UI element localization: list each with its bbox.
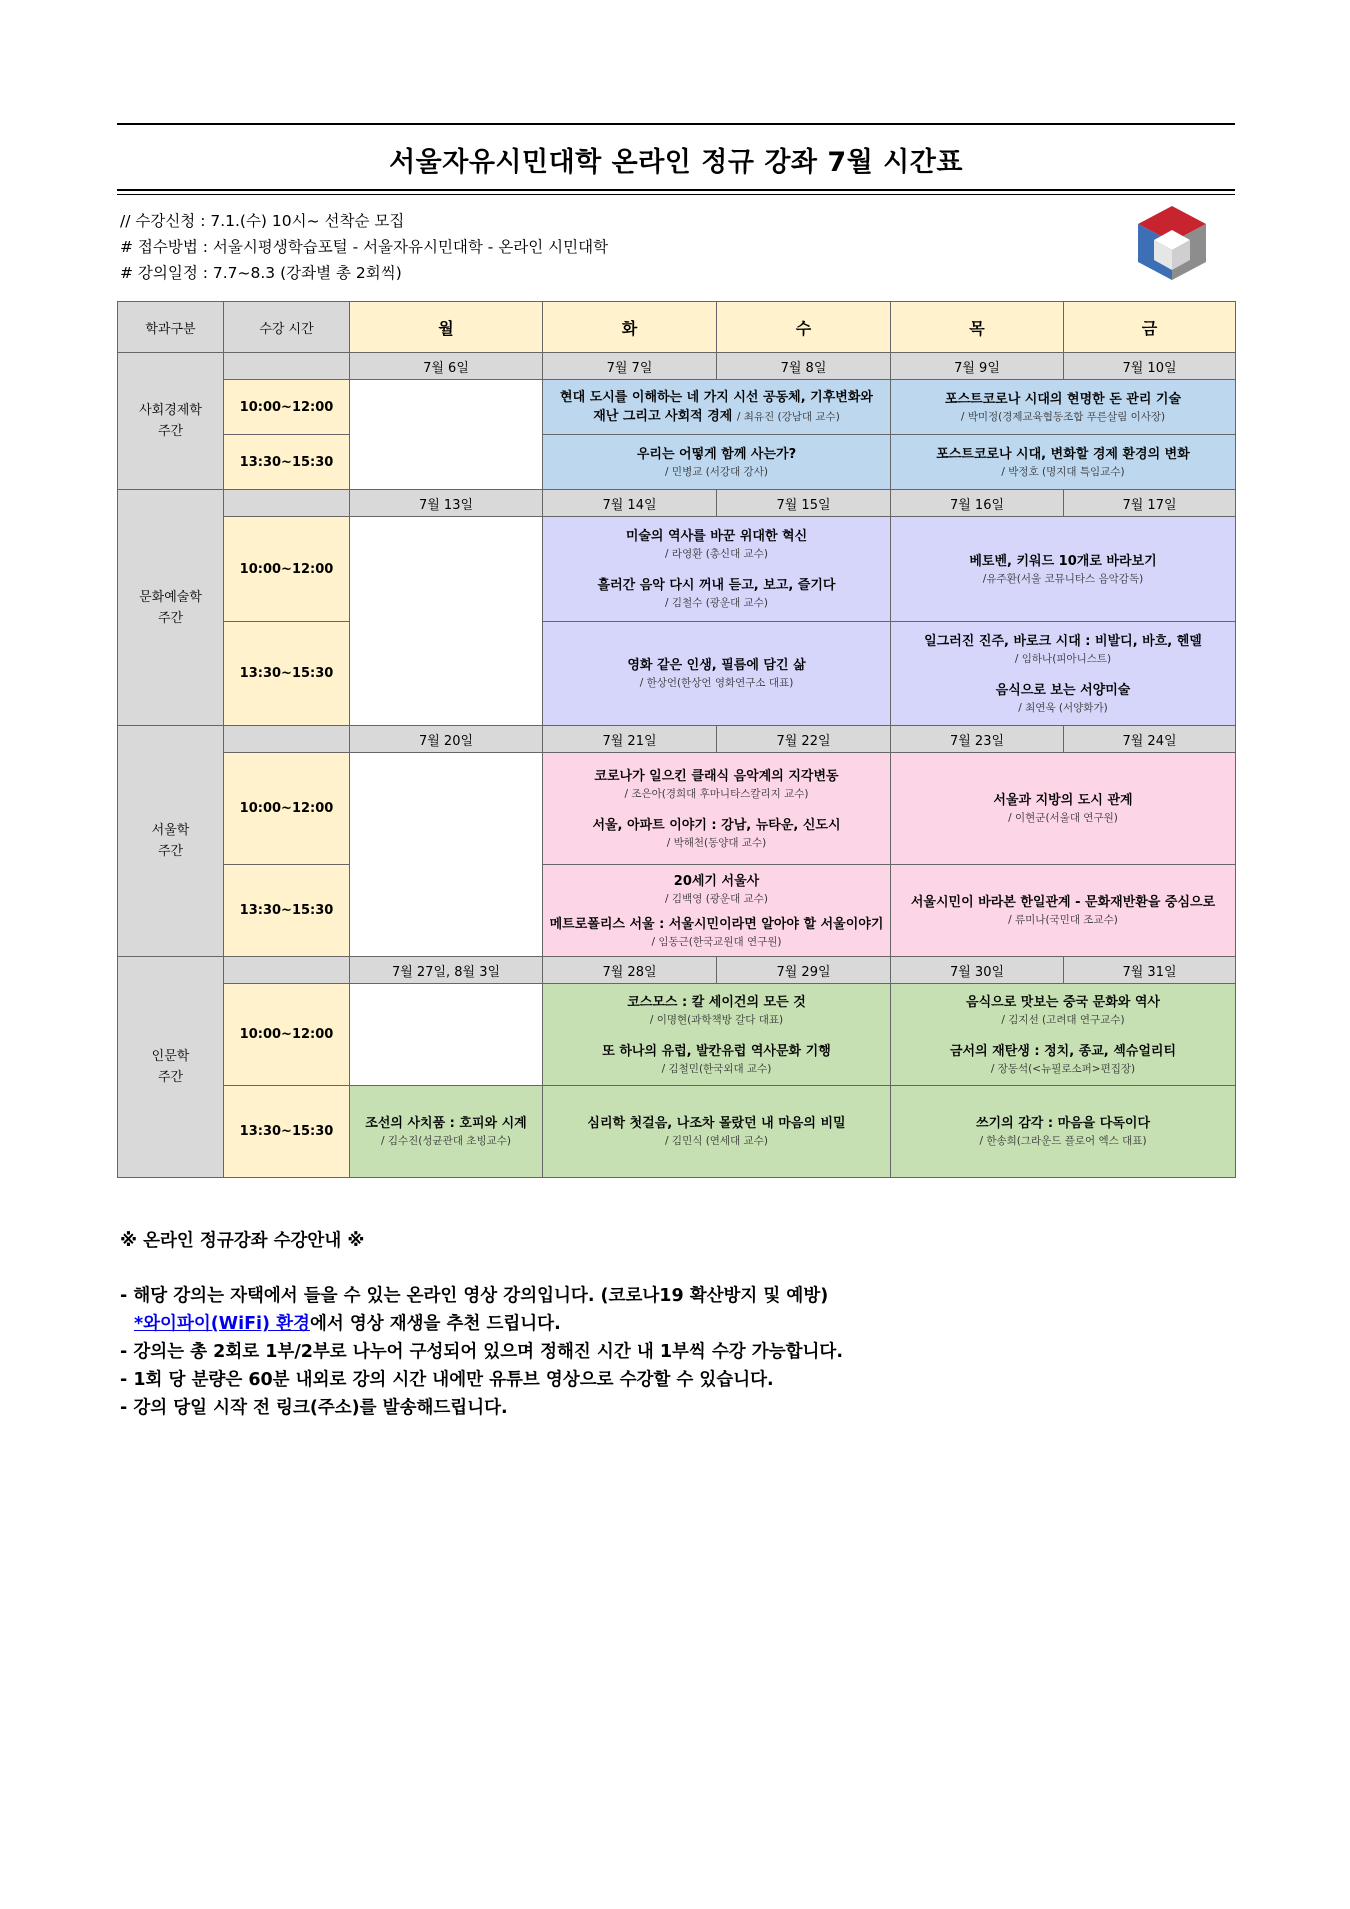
- notice-line5: - 강의 당일 시작 전 링크(주소)를 발송해드립니다.: [120, 1398, 508, 1418]
- header-thu: 목: [891, 302, 1064, 353]
- info-registration: // 수강신청 : 7.1.(수) 10시~ 선착순 모집: [120, 212, 405, 230]
- week2-am-row: [118, 517, 1236, 622]
- week3-mon-empty: [350, 753, 543, 957]
- week2-date-wed: 7월 15일: [717, 490, 891, 517]
- week4-pm-time: 13:30~15:30: [224, 1086, 350, 1178]
- week3-date-fri: 7월 24일: [1064, 726, 1236, 753]
- week2-pm-row: [118, 622, 1236, 726]
- week1-tuewed-am-lecture: 현대 도시를 이해하는 네 가지 시선 공동체, 기후변화와 재난 그리고 사회적 경제 / 최유진 (강남대 교수): [543, 380, 891, 435]
- week4-date-tue: 7월 28일: [543, 957, 717, 984]
- week4-mon-pm-lecture: 조선의 사치품 : 호피와 시계 / 김수진(성균관대 초빙교수): [350, 1086, 543, 1178]
- week3-tuewed-pm-lecture: 20세기 서울사 / 김백영 (광운대 교수) 메트로폴리스 서울 : 서울시민이라면 알아야 할 서울이야기 / 임동근(한국교원대 연구원): [543, 865, 891, 957]
- week1-am-row: [118, 380, 1236, 435]
- week2-thufri-pm-lecture: 일그러진 진주, 바로크 시대 : 비발디, 바흐, 헨델 / 임하나(피아니스트) 음식으로 보는 서양미술 / 최연욱 (서양화가): [891, 622, 1236, 726]
- week2-dept: 문화예술학 주간: [118, 490, 224, 726]
- week3-date-mon: 7월 20일: [350, 726, 543, 753]
- week3-am-row: [118, 753, 1236, 865]
- week1-date-wed: 7월 8일: [717, 353, 891, 380]
- week3-pm-row: [118, 865, 1236, 957]
- week4-date-fri: 7월 31일: [1064, 957, 1236, 984]
- week2-tuewed-am-lecture: 미술의 역사를 바꾼 위대한 혁신 / 라영환 (총신대 교수) 흘러간 음악 다시 꺼내 듣고, 보고, 즐기다 / 김철수 (광운대 교수): [543, 517, 891, 622]
- notice-line1: - 해당 강의는 자택에서 들을 수 있는 온라인 영상 강의입니다. (코로나19 확산방지 및 예방): [120, 1286, 829, 1306]
- week3-dept: 서울학 주간: [118, 726, 224, 957]
- week4-date-row: [118, 957, 1236, 984]
- week3-tuewed-am-lecture: 코로나가 일으킨 클래식 음악계의 지각변동 / 조은아(경희대 후마니타스칼리지 교수) 서울, 아파트 이야기 : 강남, 뉴타운, 신도시 / 박해천(동양대 교수): [543, 753, 891, 865]
- timetable: [117, 301, 1236, 1178]
- week3-thufri-pm-lecture: 서울시민이 바라본 한일관계 - 문화재반환을 중심으로 / 류미나(국민대 조교수): [891, 865, 1236, 957]
- header-wed: 수: [717, 302, 891, 353]
- week4-pm-row: [118, 1086, 1236, 1178]
- week4-thufri-am-lecture: 음식으로 맛보는 중국 문화와 역사 / 김지선 (고려대 연구교수) 금서의 재탄생 : 정치, 종교, 섹슈얼리티 / 장동석(<뉴필로소퍼>편집장): [891, 984, 1236, 1086]
- header-mon: 월: [350, 302, 543, 353]
- week1-date-row: [118, 353, 1236, 380]
- header-dept: 학과구분: [118, 302, 224, 353]
- week1-date-thu: 7월 9일: [891, 353, 1064, 380]
- week2-date-mon: 7월 13일: [350, 490, 543, 517]
- week3-date-wed: 7월 22일: [717, 726, 891, 753]
- notice-heading: ※ 온라인 정규강좌 수강안내 ※: [120, 1231, 365, 1251]
- week1-date-mon: 7월 6일: [350, 353, 543, 380]
- notice-line4: - 1회 당 분량은 60분 내외로 강의 시간 내에만 유튜브 영상으로 수강할 수 있습니다.: [120, 1370, 774, 1390]
- info-method: # 접수방법 : 서울시평생학습포털 - 서울자유시민대학 - 온라인 시민대학: [120, 238, 609, 256]
- week3-date-tue: 7월 21일: [543, 726, 717, 753]
- week1-mon-empty: [350, 380, 543, 490]
- notice-line3: - 강의는 총 2회로 1부/2부로 나누어 구성되어 있으며 정해진 시간 내 1부씩 수강 가능합니다.: [120, 1342, 843, 1362]
- title-double-rule: [117, 189, 1235, 195]
- week1-thufri-am-lecture: 포스트코로나 시대의 현명한 돈 관리 기술 / 박미정(경제교육협동조합 푸른살림 이사장): [891, 380, 1236, 435]
- week1-date-fri: 7월 10일: [1064, 353, 1236, 380]
- week4-date-wed: 7월 29일: [717, 957, 891, 984]
- week1-pm-time: 13:30~15:30: [224, 435, 350, 490]
- week4-am-row: [118, 984, 1236, 1086]
- week3-date-thu: 7월 23일: [891, 726, 1064, 753]
- header-row: [118, 302, 1236, 353]
- week4-tuewed-am-lecture: 코스모스 : 칼 세이건의 모든 것 / 이명현(과학책방 갈다 대표) 또 하나의 유럽, 발칸유럽 역사문화 기행 / 김철민(한국외대 교수): [543, 984, 891, 1086]
- header-time: 수강 시간: [224, 302, 350, 353]
- week1-tuewed-pm-lecture: 우리는 어떻게 함께 사는가? / 민병교 (서강대 강사): [543, 435, 891, 490]
- week2-mon-empty: [350, 517, 543, 726]
- info-schedule: # 강의일정 : 7.7~8.3 (강좌별 총 2회씩): [120, 264, 402, 282]
- week1-thufri-pm-lecture: 포스트코로나 시대, 변화할 경제 환경의 변화 / 박정호 (명지대 특임교수): [891, 435, 1236, 490]
- week3-pm-time: 13:30~15:30: [224, 865, 350, 957]
- week3-thufri-am-lecture: 서울과 지방의 도시 관계 / 이현군(서울대 연구원): [891, 753, 1236, 865]
- week3-date-row: [118, 726, 1236, 753]
- week4-thufri-pm-lecture: 쓰기의 감각 : 마음을 다독이다 / 한송희(그라운드 플로어 엑스 대표): [891, 1086, 1236, 1178]
- week2-tuewed-pm-lecture: 영화 같은 인생, 필름에 담긴 삶 / 한상언(한상언 영화연구소 대표): [543, 622, 891, 726]
- week4-dept: 인문학 주간: [118, 957, 224, 1178]
- page-title: 서울자유시민대학 온라인 정규 강좌 7월 시간표: [389, 147, 963, 178]
- week2-date-thu: 7월 16일: [891, 490, 1064, 517]
- top-rule: [117, 123, 1235, 125]
- week2-am-time: 10:00~12:00: [224, 517, 350, 622]
- week1-date-tue: 7월 7일: [543, 353, 717, 380]
- notice-line2: *와이파이(WiFi) 환경에서 영상 재생을 추천 드립니다.: [134, 1314, 561, 1334]
- week4-mon-am-empty: [350, 984, 543, 1086]
- university-logo-icon: [1136, 204, 1208, 280]
- week4-date-thu: 7월 30일: [891, 957, 1064, 984]
- week4-am-time: 10:00~12:00: [224, 984, 350, 1086]
- week2-pm-time: 13:30~15:30: [224, 622, 350, 726]
- week4-date-mon: 7월 27일, 8월 3일: [350, 957, 543, 984]
- week2-date-tue: 7월 14일: [543, 490, 717, 517]
- week3-am-time: 10:00~12:00: [224, 753, 350, 865]
- wifi-link[interactable]: *와이파이(WiFi) 환경: [134, 1314, 310, 1334]
- week4-tuewed-pm-lecture: 심리학 첫걸음, 나조차 몰랐던 내 마음의 비밀 / 김민식 (연세대 교수): [543, 1086, 891, 1178]
- week1-pm-row: [118, 435, 1236, 490]
- header-tue: 화: [543, 302, 717, 353]
- week1-dept: 사회경제학 주간: [118, 353, 224, 490]
- header-fri: 금: [1064, 302, 1236, 353]
- week2-thufri-am-lecture: 베토벤, 키워드 10개로 바라보기 /유주환(서울 코뮤니타스 음악감독): [891, 517, 1236, 622]
- week1-am-time: 10:00~12:00: [224, 380, 350, 435]
- week2-date-fri: 7월 17일: [1064, 490, 1236, 517]
- week2-date-row: [118, 490, 1236, 517]
